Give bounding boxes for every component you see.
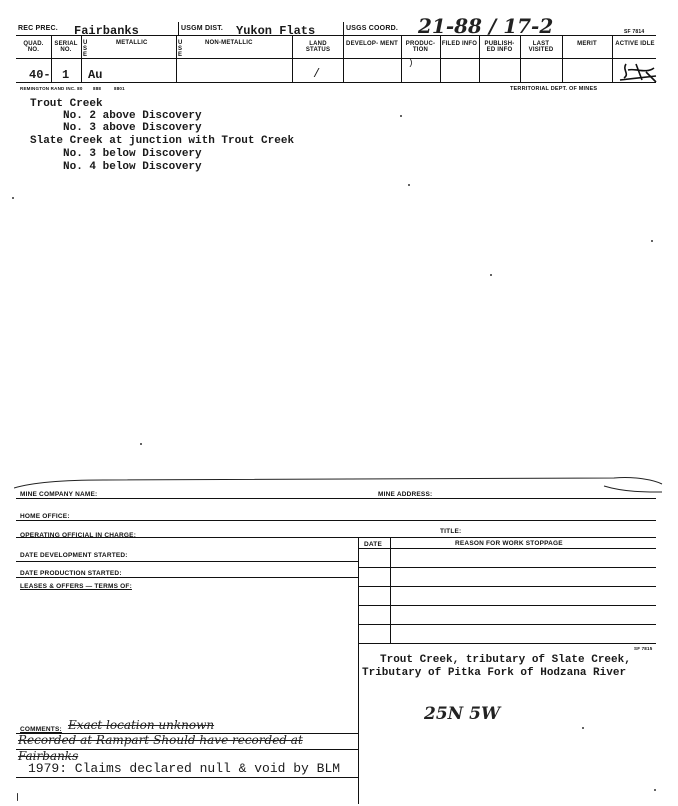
col-production: PRODUC- TION xyxy=(405,41,436,53)
usgs-coord-label: USGS COORD. xyxy=(346,25,398,32)
printer-imprint: REMINGTON RAND INC. 80 xyxy=(20,86,83,91)
home-office-rule xyxy=(16,520,656,521)
row-bottom-rule xyxy=(16,82,656,83)
comment-typed-line: 1979: Claims declared null & void by BLM xyxy=(28,761,341,776)
land-status-value: / xyxy=(313,67,321,81)
prod-started-label: DATE PRODUCTION STARTED: xyxy=(20,570,122,577)
col-land-status: LAND STATUS xyxy=(305,41,331,53)
col-filed-info: FILED INFO xyxy=(441,41,478,47)
body-line: No. 3 above Discovery xyxy=(30,122,202,134)
column-divider xyxy=(343,35,344,82)
paper-speck xyxy=(140,443,142,445)
date-column-divider xyxy=(390,537,391,643)
mine-company-label: MINE COMPANY NAME: xyxy=(20,491,98,498)
dept-imprint: TERRITORIAL DEPT. OF MINES xyxy=(510,86,598,92)
col-development: DEVELOP- MENT xyxy=(346,41,398,47)
paper-speck xyxy=(490,274,492,276)
rec-prec-label: REC PREC. xyxy=(18,25,58,32)
comment-handwritten-line: Fairbanks xyxy=(18,749,79,763)
printer-code: 8801 xyxy=(114,86,125,91)
comments-label: COMMENTS: xyxy=(20,726,62,733)
col-published-info: PUBLISH- ED INFO xyxy=(484,41,515,53)
col-active-idle: ACTIVE IDLE xyxy=(615,41,655,47)
stoppage-rule xyxy=(358,624,656,625)
column-divider xyxy=(81,35,82,82)
column-divider xyxy=(176,35,177,82)
col-last-visited: LAST VISITED xyxy=(528,41,554,53)
comment-handwritten-line: Recorded at Rampart-Should have recorded at xyxy=(18,733,303,747)
paper-speck xyxy=(400,115,402,117)
active-idle-scribble xyxy=(616,60,660,84)
dev-started-label: DATE DEVELOPMENT STARTED: xyxy=(20,552,128,559)
mine-company-rule xyxy=(16,498,656,499)
form-number: SF 7814 xyxy=(624,29,645,35)
title-label: TITLE: xyxy=(440,528,462,535)
paper-speck xyxy=(12,197,14,199)
prod-started-rule xyxy=(16,577,358,578)
stoppage-rule xyxy=(358,643,656,644)
paper-speck xyxy=(17,793,18,801)
col-metallic: METALLIC xyxy=(116,40,148,46)
metallic-value: Au xyxy=(88,68,103,82)
date-col-label: DATE xyxy=(364,541,383,548)
paper-speck xyxy=(651,240,653,242)
column-divider xyxy=(612,35,613,82)
stoppage-rule xyxy=(358,548,656,549)
usgm-dist-value: Yukon Flats xyxy=(236,24,316,38)
production-value: ) xyxy=(408,58,414,68)
comments-rule xyxy=(16,777,358,778)
col-merit: MERIT xyxy=(577,41,597,47)
use-codes-metallic: U S E xyxy=(83,40,88,58)
body-line: No. 2 above Discovery xyxy=(30,110,202,122)
paper-speck xyxy=(582,727,584,729)
dev-started-rule xyxy=(16,561,358,562)
rec-prec-value: Fairbanks xyxy=(74,24,139,38)
stoppage-rule xyxy=(358,586,656,587)
col-non-metallic: NON-METALLIC xyxy=(205,40,253,46)
usgm-dist-label: USGM DIST. xyxy=(181,25,224,32)
leases-label: LEASES & OFFERS — TERMS OF: xyxy=(20,583,132,590)
form-number-2: SF 7815 xyxy=(634,646,653,651)
mine-address-label: MINE ADDRESS: xyxy=(378,491,433,498)
col-quad: QUAD. NO. xyxy=(23,41,44,53)
body-line: No. 3 below Discovery xyxy=(30,148,202,160)
paper-speck xyxy=(408,184,410,186)
comment-handwritten-line: Exact location unknown xyxy=(68,718,215,732)
location-note-line: Tributary of Pitka Fork of Hodzana River xyxy=(362,667,627,679)
serial-value: 1 xyxy=(62,68,70,82)
operating-official-label: OPERATING OFFICIAL IN CHARGE: xyxy=(20,532,137,539)
column-divider xyxy=(292,35,293,82)
header-divider xyxy=(343,22,344,35)
paper-speck xyxy=(654,789,656,791)
home-office-label: HOME OFFICE: xyxy=(20,513,70,520)
paper-edge xyxy=(14,470,664,496)
printer-code: 888 xyxy=(93,86,102,91)
stoppage-rule xyxy=(358,567,656,568)
official-rule xyxy=(16,537,656,538)
reason-col-label: REASON FOR WORK STOPPAGE xyxy=(455,540,563,547)
handwritten-code: 25N 5W xyxy=(424,704,501,724)
usgs-coord-value: 21-88 / 17-2 xyxy=(418,14,554,38)
body-line: No. 4 below Discovery xyxy=(30,161,202,173)
body-line: Trout Creek xyxy=(30,98,103,110)
stoppage-rule xyxy=(358,605,656,606)
quad-value: 40- xyxy=(29,68,51,82)
body-line: Slate Creek at junction with Trout Creek xyxy=(30,135,295,147)
use-codes-non-metallic: U S E xyxy=(178,40,183,58)
header-divider xyxy=(178,22,179,35)
col-serial: SERIAL NO. xyxy=(54,41,78,53)
location-note-line: Trout Creek, tributary of Slate Creek, xyxy=(380,654,631,666)
center-divider xyxy=(358,537,359,804)
column-header-rule xyxy=(16,58,656,59)
